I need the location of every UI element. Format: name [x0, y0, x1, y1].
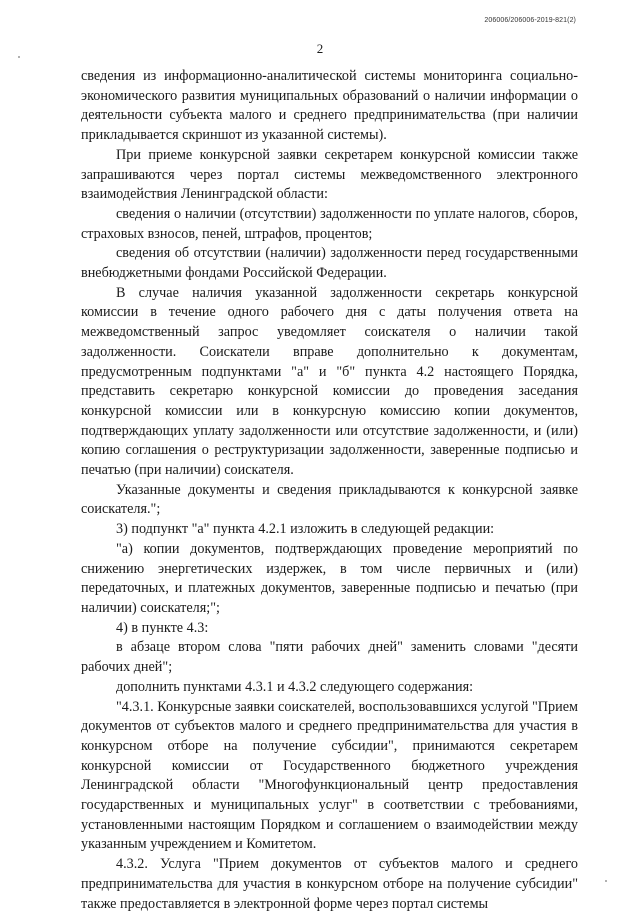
scan-speck [18, 56, 20, 58]
paragraph-6: Указанные документы и сведения прикладываются к конкурсной заявке соискателя."; [81, 481, 578, 518]
paragraph-13: 4.3.2. Услуга "Прием документов от субъектов малого и среднего предпринимательства для участия в конкурсном отборе на получение субсидии" также предоставляется в электронной форме через портал системы [81, 856, 578, 912]
paragraph-8: "а) копии документов, подтверждающих проведение мероприятий по снижению энергетических издержек, в том числе первичных и (или) передаточных, и платежных документов, заверенные подписью и печатью (при наличии) соискателя;"; [81, 540, 578, 616]
paragraph-1: сведения из информационно-аналитической системы мониторинга социально-экономического развития муниципальных образований о наличии информации о деятельности субъекта малого и среднего предпринимательства (при наличии прикладывается скриншот из указанной системы). [81, 68, 578, 144]
paragraph-4: сведения об отсутствии (наличии) задолженности перед государственными внебюджетными фондами Российской Федерации. [81, 245, 578, 282]
paragraph-11: дополнить пунктами 4.3.1 и 4.3.2 следующего содержания: [116, 678, 474, 695]
paragraph-9: 4) в пункте 4.3: [116, 619, 209, 636]
paragraph-7: 3) подпункт "а" пункта 4.2.1 изложить в следующей редакции: [116, 521, 495, 538]
paragraph-10: в абзаце втором слова "пяти рабочих дней" заменить словами "десяти рабочих дней"; [81, 639, 578, 676]
paragraph-5: В случае наличия указанной задолженности секретарь конкурсной комиссии в течение одного рабочего дня с даты получения ответа на межведомственный запрос уведомляет соискателя о наличии такой задолженности. Соискатели вправе дополнительно к документам, предусмотренным подпунктами "а" и "б" пункта 4.2 настоящего Порядка, представить секретарю конкурсной комиссии до проведения заседания конкурсной комиссии или в конкурсную комиссию копии документов, подтверждающих уплату задолженности или отсутствие задолженности, и (или) копию соглашения о реструктуризации задолженности, заверенные подписью и печатью (при наличии) соискателя. [81, 284, 578, 479]
document-id: 206006/206006-2019-821(2) [484, 17, 576, 24]
page-number: 2 [316, 41, 324, 56]
document-body [81, 67, 578, 914]
paragraph-12: "4.3.1. Конкурсные заявки соискателей, воспользовавшихся услугой "Прием документов от субъектов малого и среднего предпринимательства для участия в конкурсном отборе на получение субсидии", принимаются секретарем конкурсной комиссии от Государственного бюджетного учреждения Ленинградской области "Многофункциональный центр предоставления государственных и муниципальных услуг" в соответствии с требованиями, установленными настоящим Порядком и соглашением о взаимодействии между указанным учреждением и Комитетом. [81, 698, 578, 853]
scan-speck [605, 880, 607, 882]
paragraph-3: сведения о наличии (отсутствии) задолженности по уплате налогов, сборов, страховых взносов, пеней, штрафов, процентов; [81, 205, 578, 242]
paragraph-2: При приеме конкурсной заявки секретарем конкурсной комиссии также запрашиваются через портал системы межведомственного электронного взаимодействия Ленинградской области: [81, 146, 578, 203]
